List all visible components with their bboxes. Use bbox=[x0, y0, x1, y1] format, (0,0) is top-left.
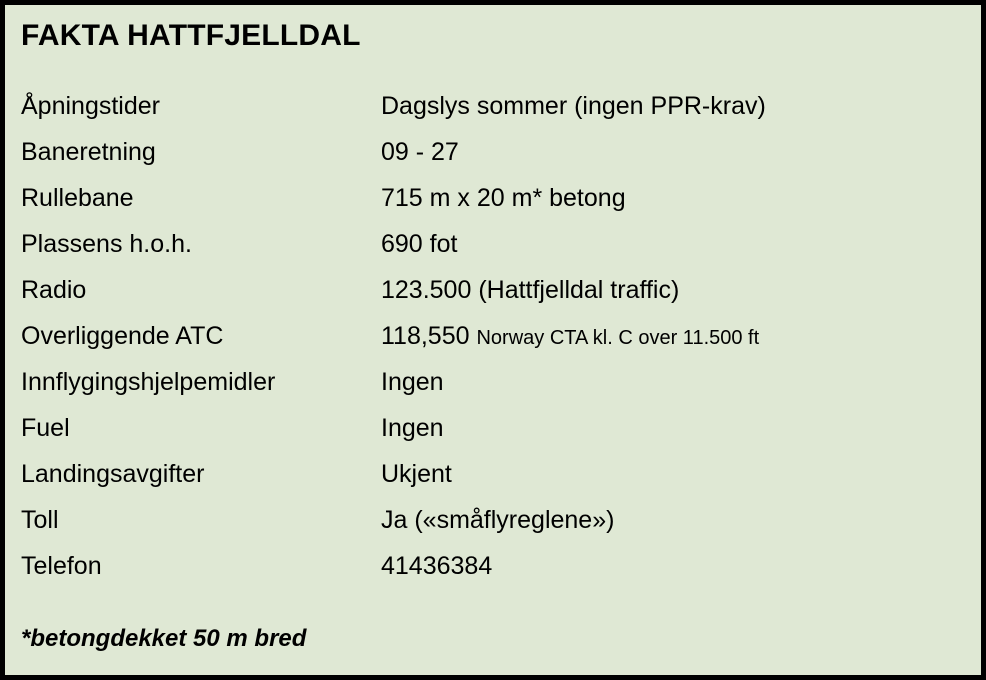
fact-label: Baneretning bbox=[21, 138, 156, 166]
fact-label: Landingsavgifter bbox=[21, 460, 205, 488]
table-row bbox=[21, 268, 971, 314]
fact-value bbox=[381, 452, 971, 498]
table-row bbox=[21, 222, 971, 268]
fact-value-main: 715 m x 20 m* betong bbox=[381, 184, 626, 212]
fact-label: Radio bbox=[21, 276, 87, 304]
footnote: *betongdekket 50 m bred bbox=[21, 625, 307, 652]
fact-value bbox=[381, 130, 971, 176]
table-row bbox=[21, 360, 971, 406]
table-row bbox=[21, 84, 971, 130]
fact-value-main: 123.500 (Hattfjelldal traffic) bbox=[381, 276, 680, 304]
fact-label: Toll bbox=[21, 506, 59, 534]
fact-value bbox=[381, 406, 971, 452]
fact-value-main: 09 - 27 bbox=[381, 138, 459, 166]
fact-value bbox=[381, 84, 971, 130]
fact-value-main: 41436384 bbox=[381, 552, 493, 580]
fact-value bbox=[381, 314, 971, 360]
fact-label: Overliggende ATC bbox=[21, 322, 224, 350]
fact-value bbox=[381, 176, 971, 222]
fact-value bbox=[381, 544, 971, 590]
page-title: FAKTA HATTFJELLDAL bbox=[21, 19, 361, 52]
fact-label: Plassens h.o.h. bbox=[21, 230, 192, 258]
fact-label: Åpningstider bbox=[21, 92, 160, 120]
fact-value-main: Ja («småflyreglene») bbox=[381, 506, 615, 534]
fact-label: Rullebane bbox=[21, 184, 134, 212]
fact-value bbox=[381, 360, 971, 406]
table-row bbox=[21, 176, 971, 222]
table-row bbox=[21, 130, 971, 176]
fact-value-main: Ingen bbox=[381, 414, 444, 442]
fact-label: Telefon bbox=[21, 552, 102, 580]
table-row bbox=[21, 452, 971, 498]
fact-label: Fuel bbox=[21, 414, 70, 442]
table-row bbox=[21, 498, 971, 544]
fact-value bbox=[381, 268, 971, 314]
fact-value bbox=[381, 498, 971, 544]
table-row bbox=[21, 314, 971, 360]
fact-value-main: 118,550 bbox=[381, 322, 477, 350]
table-row bbox=[21, 406, 971, 452]
fact-value-main: Ukjent bbox=[381, 460, 452, 488]
fact-label: Innflygingshjelpemidler bbox=[21, 368, 276, 396]
facts-table bbox=[21, 84, 971, 590]
fact-value-note: Norway CTA kl. C over 11.500 ft bbox=[476, 327, 760, 349]
fact-value-main: Dagslys sommer (ingen PPR-krav) bbox=[381, 92, 766, 120]
fact-value-main: Ingen bbox=[381, 368, 444, 396]
facts-table-body bbox=[21, 84, 971, 590]
fact-value-main: 690 fot bbox=[381, 230, 458, 258]
fact-value bbox=[381, 222, 971, 268]
table-row bbox=[21, 544, 971, 590]
